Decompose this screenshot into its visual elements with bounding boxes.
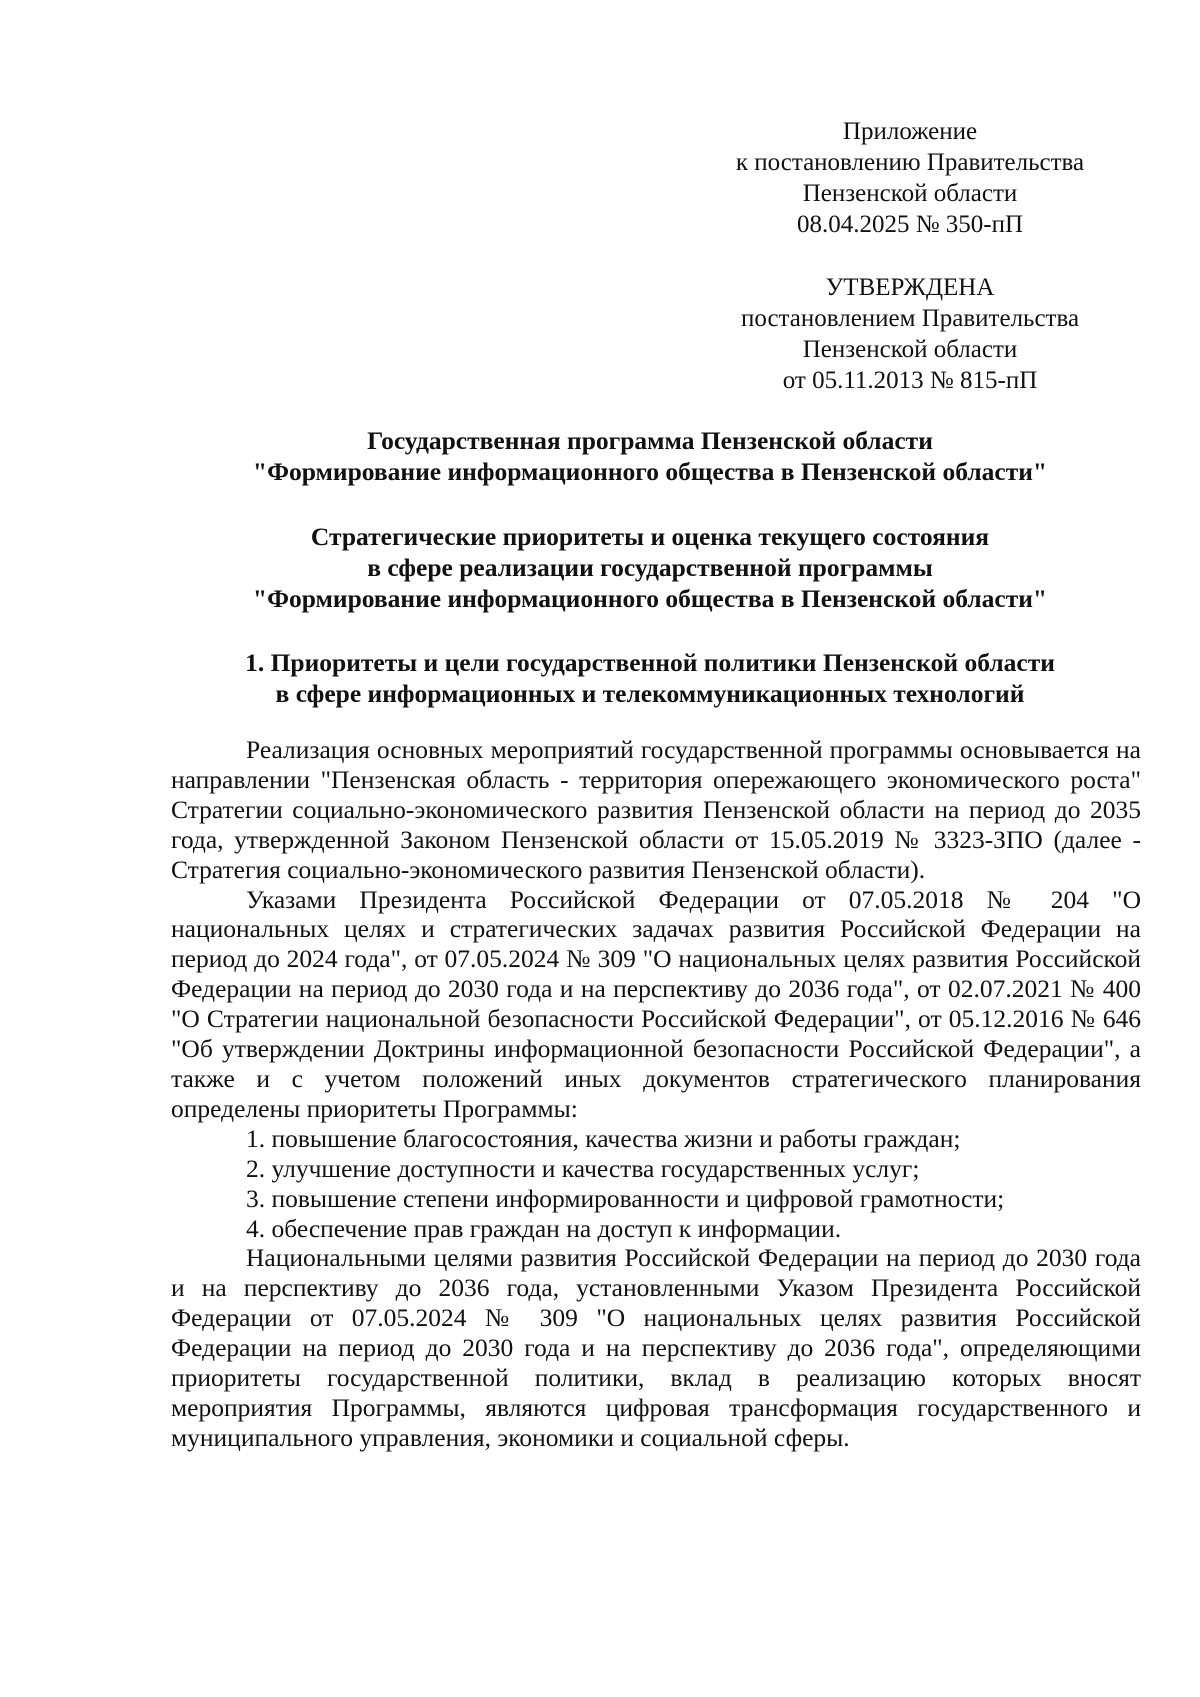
appendix-line: Приложение	[842, 118, 978, 145]
appendix-line: 08.04.2025 № 350-пП	[796, 211, 1024, 238]
section-title-line: 1. Приоритеты и цели государственной политики Пензенской области	[245, 648, 1055, 677]
appendix-header	[700, 116, 1120, 240]
list-item: 2. улучшение доступности и качества государственных услуг;	[246, 1153, 920, 1183]
section-title	[150, 647, 1150, 709]
priorities-title-line: в сфере реализации государственной программы	[367, 553, 933, 582]
appendix-line: к постановлению Правительства	[735, 149, 1085, 176]
paragraph-strategy: Реализация основных мероприятий государственной программы основывается на направлении "Пензенская область - территория опережающего экономического роста" Стратегии социально-экономического развития Пензенской области на период до 2035 года, утвержденной Законом Пензенской области от 15.05.2019 № 3323-ЗПО (далее - Стратегия социально-экономического развития Пензенской области).	[171, 735, 1141, 884]
section-title-line: в сфере информационных и телекоммуникационных технологий	[275, 679, 1025, 708]
approved-line: от 05.11.2013 № 815-пП	[782, 367, 1038, 394]
paragraph-decrees: Указами Президента Российской Федерации от 07.05.2018 № 204 "О национальных целях и стратегических задачах развития Российской Федерации на период до 2024 года", от 07.05.2024 № 309 "О национальных целях развития Российской Федерации на период до 2030 года и на перспективу до 2036 года", от 02.07.2021 № 400 "О Стратегии национальной безопасности Российской Федерации", от 05.12.2016 № 646 "Об утверждении Доктрины информационной безопасности Российской Федерации", а также и с учетом положений иных документов стратегического планирования определены приоритеты Программы:	[171, 884, 1141, 1123]
program-title-line: "Формирование информационного общества в Пензенской области"	[252, 457, 1048, 486]
priorities-title	[150, 521, 1150, 614]
approved-line: постановлением Правительства	[740, 305, 1080, 332]
list-item: 1. повышение благосостояния, качества жизни и работы граждан;	[246, 1123, 961, 1153]
appendix-line: Пензенской области	[802, 180, 1018, 207]
approved-header	[700, 272, 1120, 396]
approved-line: Пензенской области	[802, 336, 1018, 363]
program-title	[150, 425, 1150, 487]
program-title-line: Государственная программа Пензенской области	[367, 426, 933, 455]
priorities-title-line: Стратегические приоритеты и оценка текущего состояния	[310, 522, 990, 551]
priorities-title-line: "Формирование информационного общества в Пензенской области"	[252, 584, 1048, 613]
body-text	[171, 735, 1141, 1453]
list-item: 3. повышение степени информированности и цифровой грамотности;	[246, 1183, 1005, 1213]
paragraph-national-goals: Национальными целями развития Российской Федерации на период до 2030 года и на перспективу до 2036 года, установленными Указом Президента Российской Федерации от 07.05.2024 № 309 "О национальных целях развития Российской Федерации на период до 2030 года и на перспективу до 2036 года", определяющими приоритеты государственной политики, вклад в реализацию которых вносят мероприятия Программы, являются цифровая трансформация государственного и муниципального управления, экономики и социальной сферы.	[171, 1243, 1141, 1452]
approved-line: УТВЕРЖДЕНА	[825, 274, 995, 301]
list-item: 4. обеспечение прав граждан на доступ к информации.	[246, 1213, 842, 1243]
